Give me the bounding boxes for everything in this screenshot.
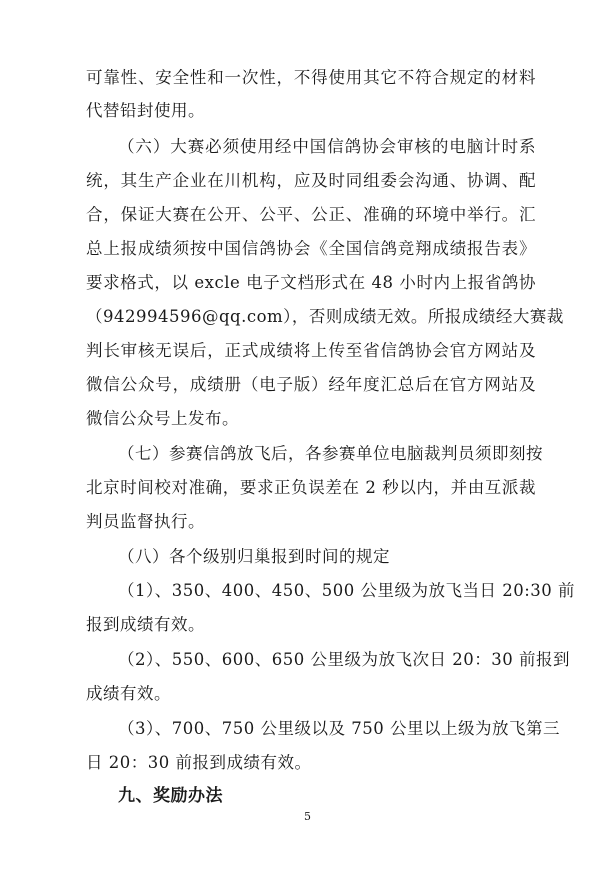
paragraph-line: （八）各个级别归巢报到时间的规定 [118, 547, 390, 566]
paragraph-line: 微信公众号上发布。 [86, 409, 239, 428]
paragraph-line: 日 20：30 前报到成绩有效。 [86, 753, 312, 772]
paragraph-line: 代替铅封使用。 [86, 101, 205, 120]
paragraph-line: 合，保证大赛在公开、公平、公正、准确的环境中举行。汇 [86, 205, 536, 224]
paragraph-line: 要求格式，以 excle 电子文档形式在 48 小时内上报省鸽协 [86, 273, 536, 292]
paragraph-line: 北京时间校对准确，要求正负误差在 2 秒以内，并由互派裁 [86, 478, 536, 497]
paragraph-line: （七）参赛信鸽放飞后，各参赛单位电脑裁判员须即刻按 [118, 444, 543, 463]
paragraph-line: 判长审核无误后，正式成绩将上传至省信鸽协会官方网站及 [86, 341, 536, 360]
section-heading: 九、奖励办法 [118, 786, 223, 806]
paragraph-line: 可靠性、安全性和一次性，不得使用其它不符合规定的材料 [86, 68, 536, 87]
paragraph-line: 统，其生产企业在川机构，应及时同组委会沟通、协调、配 [86, 171, 536, 190]
paragraph-line: （六）大赛必须使用经中国信鸽协会审核的电脑计时系 [118, 137, 536, 156]
paragraph-line: 报到成绩有效。 [86, 615, 205, 634]
page-number: 5 [304, 810, 311, 823]
paragraph-line: （3）、700、750 公里级以及 750 公里以上级为放飞第三 [118, 719, 560, 738]
paragraph-line: 成绩有效。 [86, 684, 171, 703]
paragraph-line: 判员监督执行。 [86, 512, 205, 531]
paragraph-line: （2）、550、600、650 公里级为放飞次日 20：30 前报到 [118, 650, 570, 669]
paragraph-line: 总上报成绩须按中国信鸽协会《全国信鸽竞翔成绩报告表》 [86, 239, 536, 258]
paragraph-line: （1）、350、400、450、500 公里级为放飞当日 20:30 前 [118, 581, 576, 600]
paragraph-line: （942994596@qq.com），否则成绩无效。所报成绩经大赛裁 [86, 307, 564, 326]
paragraph-line: 微信公众号，成绩册（电子版）经年度汇总后在官方网站及 [86, 375, 536, 394]
